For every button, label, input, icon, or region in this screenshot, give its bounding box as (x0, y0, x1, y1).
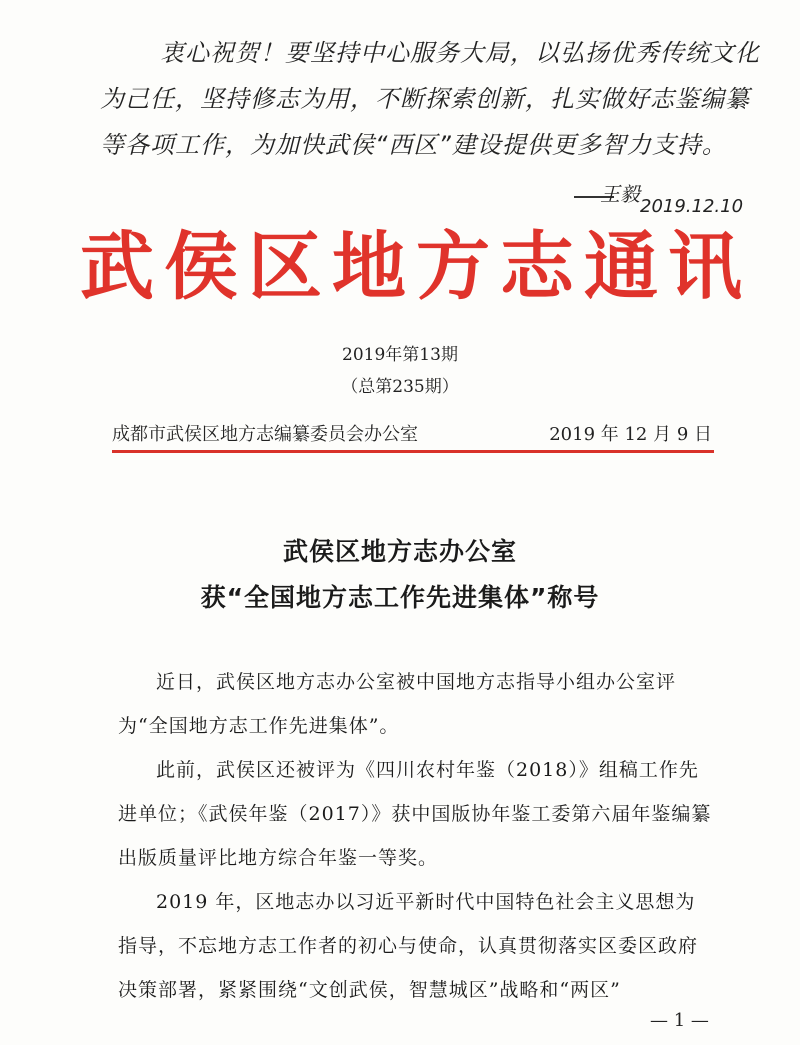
paragraph-text: 近日，武侯区地方志办公室被中国地方志指导小组办公室评为“全国地方志工作先进集体”。 (118, 671, 677, 737)
issue-number: 2019年第13期 (342, 345, 458, 365)
handwritten-line-3: 等各项工作，为加快武侯“西区”建设提供更多智力支持。 (100, 131, 727, 159)
paragraph-text: 此前，武侯区还被评为《四川农村年鉴（2018）》组稿工作先进单位；《武侯年鉴（2017）》获中国版协年鉴工委第六届年鉴编纂出版质量评比地方综合年鉴一等奖。 (118, 759, 712, 869)
article-paragraph-3 (118, 880, 712, 1012)
article-headline-line-1: 武侯区地方志办公室 (282, 537, 517, 566)
handwritten-line-2: 为己任，坚持修志为用，不断探索创新，扎实做好志鉴编纂 (100, 85, 750, 113)
page-number: — 1 — (650, 1010, 709, 1031)
issue-date: 2019 年 12 月 9 日 (549, 424, 712, 445)
paragraph-text: 2019 年，区地志办以习近平新时代中国特色社会主义思想为指导，不忘地方志工作者的初心与使命，认真贯彻落实区委区政府决策部署，紧紧围绕“文创武侯，智慧城区”战略和“两区” (118, 891, 699, 1001)
article-paragraph-1 (118, 660, 712, 748)
article-paragraph-2 (118, 748, 712, 880)
handwritten-note (100, 30, 760, 168)
masthead-red-rule (112, 450, 714, 453)
issuer-name: 成都市武侯区地方志编纂委员会办公室 (112, 424, 418, 445)
article-headline-line-2: 获“全国地方志工作先进集体”称号 (200, 583, 600, 612)
handwritten-line-1: 衷心祝贺！要坚持中心服务大局，以弘扬优秀传统文化 (160, 39, 760, 67)
masthead-title: 武侯区地方志通讯 (80, 224, 752, 310)
handwritten-date: 2019.12.10 (640, 196, 744, 217)
handwritten-signature: 王毅 (600, 182, 640, 206)
total-issue-number: （总第235期） (341, 377, 459, 397)
